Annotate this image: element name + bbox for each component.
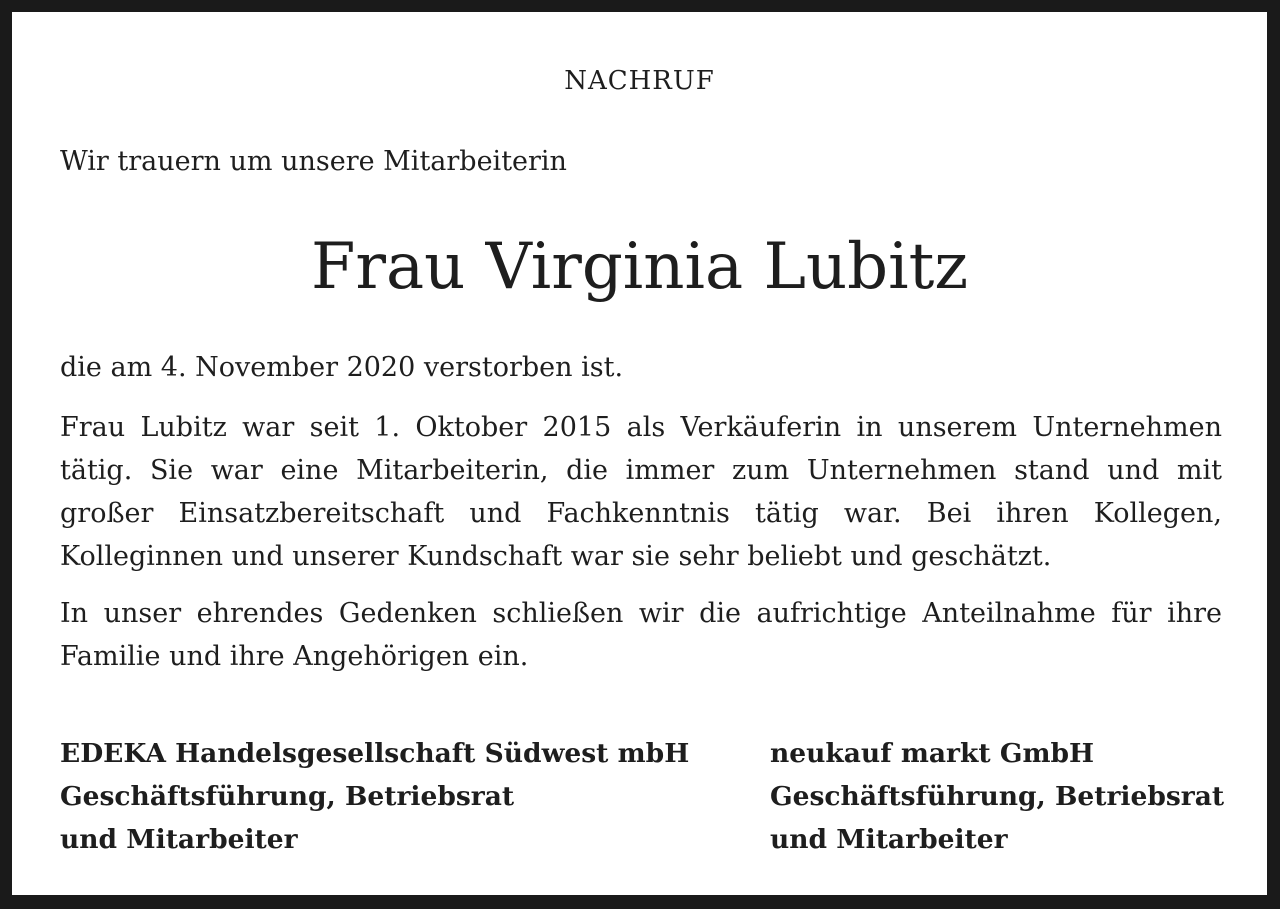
employment-paragraph: Frau Lubitz war seit 1. Oktober 2015 als Verkäuferin in unserem Unternehmen tätig. Sie war eine Mitarbeiterin, die immer zum Unternehmen stand und mit großer Einsatzbereitschaft und Fachkenntnis tätig war. Bei ihren Kollegen, Kolleginnen und unserer Kundschaft war sie sehr beliebt und geschätzt. — [60, 412, 1222, 572]
signatory-company: neukauf markt GmbH — [770, 738, 1095, 769]
signatory-management: Geschäftsführung, Betriebsrat — [60, 781, 515, 812]
obituary-notice — [12, 12, 1267, 895]
condolence-paragraph: In unser ehrendes Gedenken schließen wir die aufrichtige Anteilnahme für ihre Familie und ihre Angehörigen ein. — [60, 598, 1222, 672]
signatory-company: EDEKA Handelsgesellschaft Südwest mbH — [60, 738, 690, 769]
signatory-staff: und Mitarbeiter — [770, 824, 1008, 855]
notice-heading: NACHRUF — [564, 66, 715, 96]
signatory-management: Geschäftsführung, Betriebsrat — [770, 781, 1225, 812]
intro-line: Wir trauern um unsere Mitarbeiterin — [60, 146, 567, 177]
deceased-name: Frau Virginia Lubitz — [310, 230, 969, 304]
signatory-staff: und Mitarbeiter — [60, 824, 298, 855]
signatory-neukauf — [770, 732, 1224, 861]
death-date-paragraph: die am 4. November 2020 verstorben ist. — [60, 352, 624, 383]
signatory-edeka — [60, 732, 689, 861]
